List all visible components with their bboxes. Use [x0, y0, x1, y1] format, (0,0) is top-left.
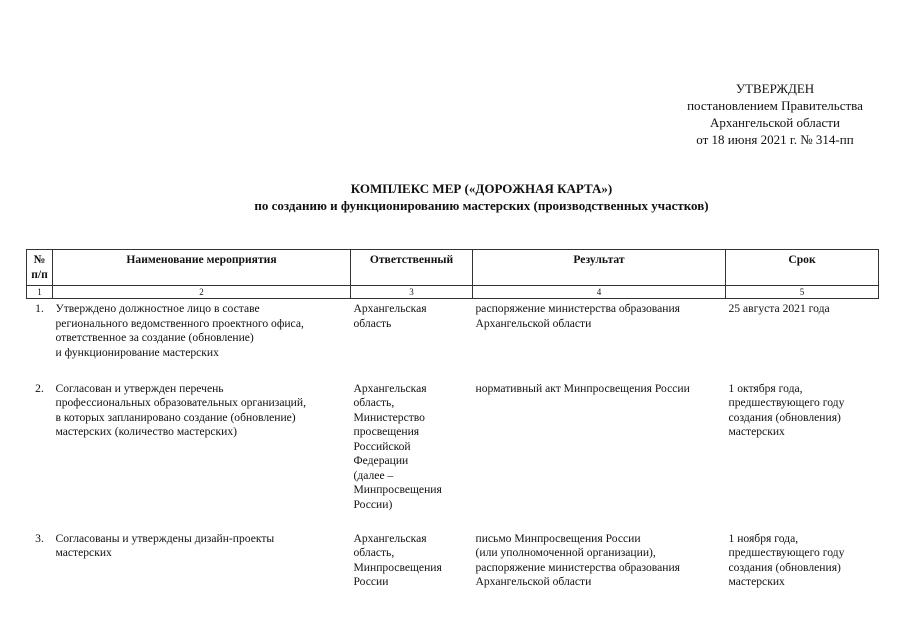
header-responsible: Ответственный — [351, 250, 473, 286]
row-responsible: Архангельская область, Министерство просвещения Российской Федерации (далее – Минпросвещения России) — [353, 381, 442, 511]
table-row — [27, 529, 879, 590]
approval-stamp — [640, 80, 905, 148]
row-responsible: Архангельская область, Минпросвещения России — [353, 531, 442, 588]
title-line-2: по созданию и функционированию мастерских (производственных участков) — [254, 198, 709, 213]
row-result: письмо Минпросвещения России (или уполномоченной организации), распоряжение министерства образования Архангельской области — [475, 531, 681, 588]
approval-line: УТВЕРЖДЕН — [735, 81, 815, 96]
column-number-row — [27, 286, 879, 299]
header-deadline: Срок — [726, 250, 879, 286]
row-number: 3. — [35, 531, 44, 545]
header-name: Наименование мероприятия — [53, 250, 351, 286]
document-title — [0, 180, 905, 214]
column-number: 2 — [53, 286, 351, 299]
title-line-1: КОМПЛЕКС МЕР («ДОРОЖНАЯ КАРТА») — [350, 181, 613, 196]
column-number: 4 — [473, 286, 726, 299]
row-deadline: 1 ноября года, предшествующего году создания (обновления) мастерских — [728, 531, 845, 588]
row-number: 1. — [35, 302, 44, 315]
row-name: Согласован и утвержден перечень профессиональных образовательных организаций, в которых запланировано создание (обновление) мастерских (количество мастерских) — [55, 381, 306, 438]
header-result: Результат — [473, 250, 726, 286]
approval-line: от 18 июня 2021 г. № 314-пп — [696, 132, 854, 147]
table-row — [27, 379, 879, 529]
row-name: Утверждено должностное лицо в составе регионального ведомственного проектного офиса, ответственное за создание (обновление) и функционирование мастерских — [55, 302, 304, 359]
table-row — [27, 299, 879, 379]
roadmap-table — [26, 249, 879, 590]
table-header-row — [27, 250, 879, 286]
column-number: 3 — [351, 286, 473, 299]
column-number: 1 — [27, 286, 53, 299]
column-number: 5 — [726, 286, 879, 299]
row-deadline: 1 октября года, предшествующего году создания (обновления) мастерских — [728, 381, 845, 438]
row-responsible: Архангельская область — [353, 302, 427, 330]
approval-line: постановлением Правительства — [687, 98, 863, 113]
row-result: нормативный акт Минпросвещения России — [475, 381, 690, 395]
row-result: распоряжение министерства образования Архангельской области — [475, 302, 681, 330]
row-deadline: 25 августа 2021 года — [728, 302, 830, 315]
row-name: Согласованы и утверждены дизайн-проекты мастерских — [55, 531, 275, 559]
approval-line: Архангельской области — [710, 115, 840, 130]
row-number: 2. — [35, 381, 44, 395]
header-num: № п/п — [27, 250, 53, 286]
